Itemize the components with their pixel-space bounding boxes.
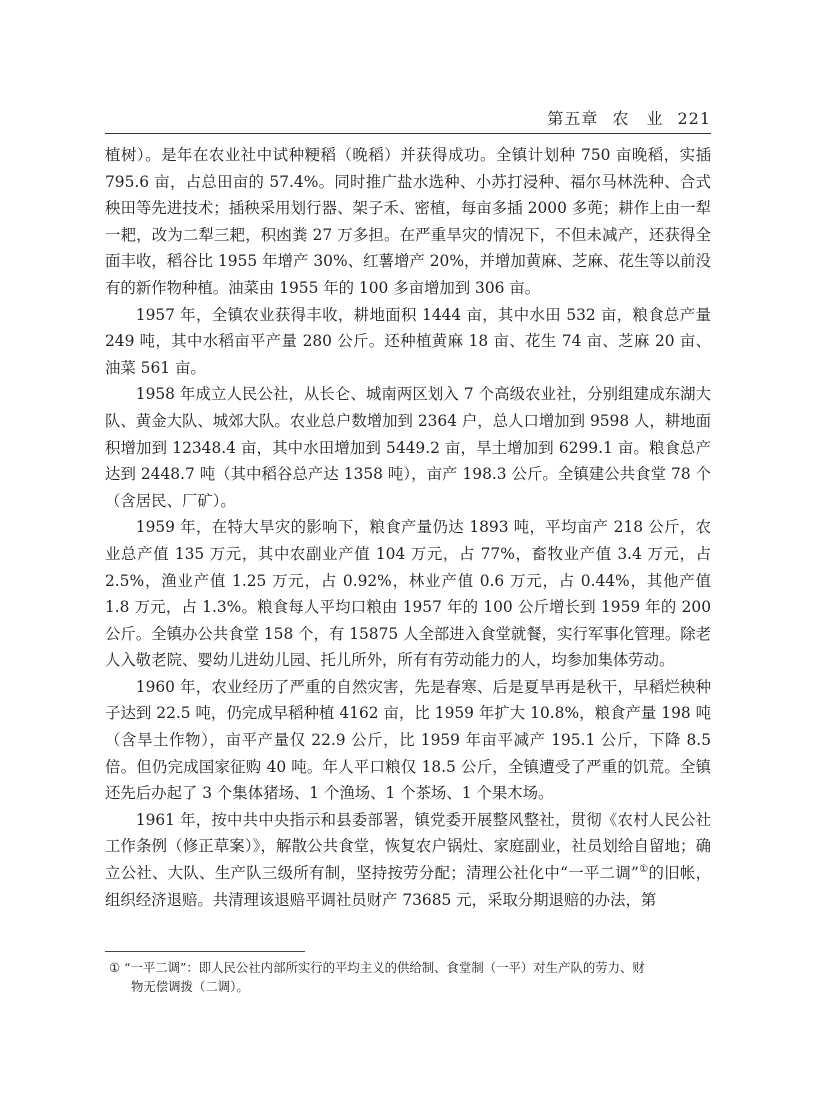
footnote-reference-mark[interactable]: ① [638, 863, 649, 875]
footnote-number: ① [109, 960, 121, 975]
footnote-rule [105, 951, 305, 952]
body-text [105, 142, 711, 913]
running-header [105, 106, 711, 134]
paragraph-1960: 1960 年，农业经历了严重的自然灾害，先是春寒、后是夏旱再是秋干，早稻烂秧种子达到 22.5 吨，仍完成早稻种植 4162 亩，比 1959 年扩大 10.8%，粮食产量 198 吨（含旱土作物），亩平产量仅 22.9 公斤，比 1959 年亩平减产 195.1 公斤，下降 8.5 倍。但仍完成国家征购 40 吨。年人平口粮仅 18.5 公斤，全镇遭受了严重的饥荒。全镇还先后办起了 3 个集体猪场、1 个渔场、1 个茶场、1 个果木场。 [105, 677, 711, 803]
paragraph-1961 [105, 807, 711, 913]
chapter-label: 第五章 [547, 109, 599, 128]
paragraph-1961-text-a: 1961 年，按中共中央指示和县委部署，镇党委开展整风整社，贯彻《农村人民公社工作条例（修正草案）》，解散公共食堂，恢复农户锅灶、家庭副业，社员划给自留地；确立公社、大队、生产队三级所有制，坚持按劳分配；清理公社化中“一平二调” [105, 810, 711, 883]
header-rule [105, 133, 711, 134]
page-number: 221 [677, 109, 711, 128]
paragraph-1959: 1959 年，在特大旱灾的影响下，粮食产量仍达 1893 吨，平均亩产 218 公斤，农业总产值 135 万元，其中农副业产值 104 万元，占 77%，畜牧业产值 3.4 万元，占 2.5%，渔业产值 1.25 万元，占 0.92%，林业产值 0.6 万元，占 0.44%，其他产值 1.8 万元，占 1.3%。粮食每人平均口粮由 1957 年的 100 公斤增长到 1959 年的 200 公斤。全镇办公共食堂 158 个，有 15875 人全部进入食堂就餐，实行军事化管理。除老人入敬老院、婴幼儿进幼儿园、托儿所外，所有有劳动能力的人，均参加集体劳动。 [105, 518, 711, 670]
paragraph-1957: 1957 年，全镇农业获得丰收，耕地面积 1444 亩，其中水田 532 亩，粮食总产量 249 吨，其中水稻亩平产量 280 公斤。还种植黄麻 18 亩、花生 74 亩、芝麻 20 亩、油菜 561 亩。 [105, 305, 711, 377]
footnote-text-line1: “一平二调”：即人民公社内部所实行的平均主义的供给制、食堂制（一平）对生产队的劳力、财 [124, 960, 645, 975]
chapter-title: 农 业 [612, 109, 664, 128]
paragraph-1961-text-b: 的旧帐，组织经济退赔。共清理该退赔平调社员财产 73685 元，采取分期退赔的办法，第 [105, 864, 711, 909]
paragraph-1958: 1958 年成立人民公社，从长仑、城南两区划入 7 个高级农业社，分别组建成东湖大队、黄金大队、城郊大队。农业总户数增加到 2364 户，总人口增加到 9598 人，耕地面积增加到 12348.4 亩，其中水田增加到 5449.2 亩，旱土增加到 6299.1 亩。粮食总产达到 2448.7 吨（其中稻谷总产达 1358 吨），亩产 198.3 公斤。全镇建公共食堂 78 个（含居民、厂矿）。 [105, 385, 711, 510]
footnote-text-line2: 物无偿调拨（二调）。 [131, 979, 249, 994]
paragraph-continued: 植树）。是年在农业社中试种粳稻（晚稻）并获得成功。全镇计划种 750 亩晚稻，实插 795.6 亩，占总田亩的 57.4%。同时推广盐水选种、小苏打浸种、福尔马林洗种、合式秧田等先进技术；插秧采用划行器、架子禾、密植，每亩多插 2000 多蔸；耕作上由一犁一耙，改为二犁三耙，积凼粪 27 万多担。在严重旱灾的情况下，不但未减产，还获得全面丰收，稻谷比 1955 年增产 30%、红薯增产 20%，并增加黄麻、芝麻、花生等以前没有的新作物种植。油菜由 1955 年的 100 多亩增加到 306 亩。 [105, 146, 711, 297]
footnote [109, 958, 709, 996]
